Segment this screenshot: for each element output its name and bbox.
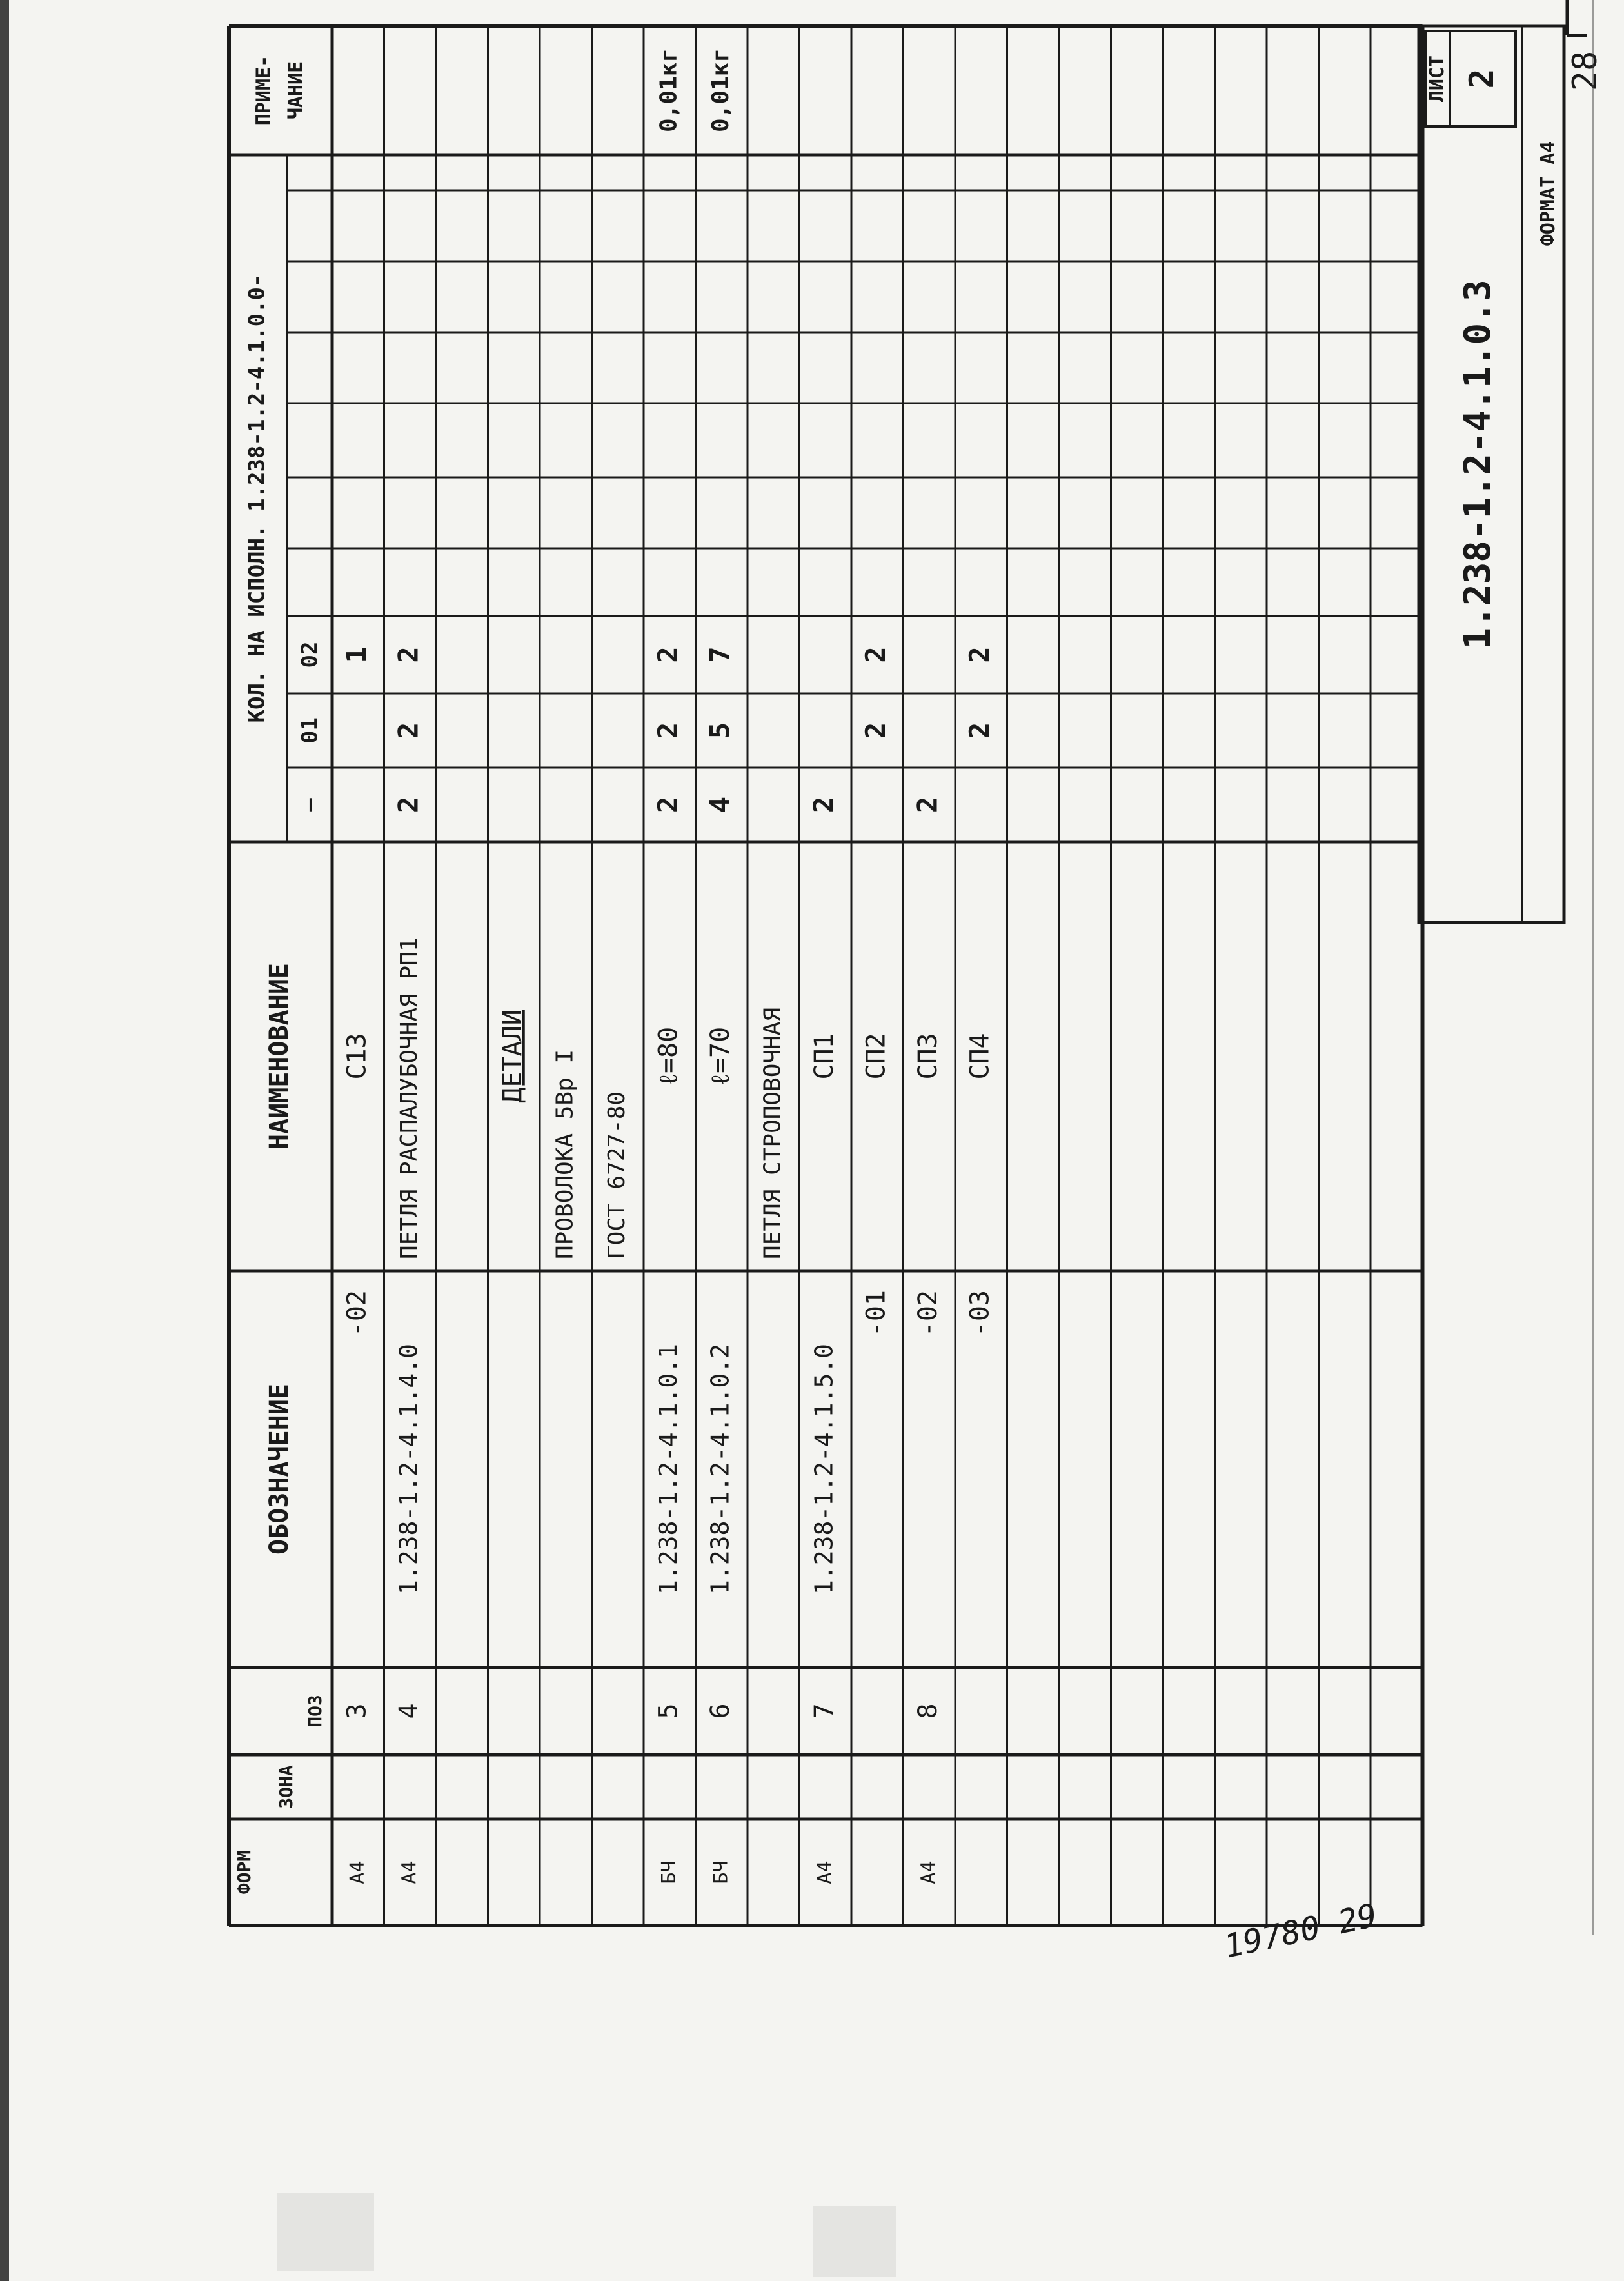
cell-name: ПРОВОЛОКА 5Вр I — [551, 1049, 579, 1259]
corner-mark: 28 — [1566, 50, 1605, 92]
header-name: НАИМЕНОВАНИЕ — [264, 963, 294, 1150]
cell-designation: 1.238-1.2-4.1.0.1 — [653, 1344, 682, 1595]
cell-qty: 1 — [340, 646, 372, 663]
header-qty-column: 02 — [297, 641, 323, 668]
header-qty-column: – — [297, 798, 323, 812]
cell-pos: 5 — [653, 1703, 684, 1719]
header-note: ЧАНИЕ — [284, 61, 308, 120]
sheet-label: ЛИСТ — [1426, 55, 1449, 103]
cell-designation: -03 — [965, 1290, 995, 1337]
table-text — [233, 48, 995, 1894]
cell-designation: -01 — [861, 1290, 891, 1337]
cell-name: СП3 — [913, 1033, 943, 1080]
cell-name: ДЕТАЛИ — [497, 1010, 528, 1103]
cell-designation: 1.238-1.2-4.1.4.0 — [394, 1344, 423, 1595]
header-note: ПРИМЕ- — [252, 55, 275, 126]
cell-qty: 2 — [963, 722, 995, 739]
cell-form: БЧ — [657, 1860, 680, 1884]
cell-name: С13 — [342, 1033, 372, 1080]
cell-qty: 2 — [392, 646, 424, 663]
sheet-number: 2 — [1463, 68, 1501, 89]
cell-name: ПЕТЛЯ РАСПАЛУБОЧНАЯ РП1 — [395, 937, 422, 1259]
cell-qty: 2 — [911, 796, 944, 813]
cell-qty: 2 — [963, 646, 995, 663]
handwritten-archive-number: 19780 29 — [1220, 1896, 1381, 1966]
cell-designation: -02 — [342, 1290, 372, 1337]
cell-designation: -02 — [913, 1290, 943, 1337]
cell-qty: 5 — [704, 722, 736, 739]
cell-name: СП2 — [861, 1033, 891, 1080]
format-label: ФОРМАТ А4 — [1537, 141, 1560, 246]
cell-qty: 2 — [651, 722, 684, 739]
cell-qty: 2 — [392, 722, 424, 739]
header-zone: ЗОНА — [275, 1765, 297, 1809]
cell-qty: 2 — [859, 722, 891, 739]
cell-name: ГОСТ 6727-80 — [603, 1091, 630, 1259]
cell-form: А4 — [917, 1860, 940, 1884]
cell-pos: 8 — [913, 1703, 943, 1719]
cell-name: ℓ=70 — [705, 1026, 735, 1086]
cell-name: СП1 — [809, 1033, 839, 1080]
header-pos: ПОЗ — [304, 1695, 326, 1728]
cell-note: 0,01кг — [655, 48, 682, 133]
cell-note: 0,01кг — [707, 48, 734, 133]
cell-designation: 1.238-1.2-4.1.5.0 — [809, 1344, 838, 1595]
header-designation: ОБОЗНАЧЕНИЕ — [264, 1384, 294, 1555]
cell-form: А4 — [813, 1860, 837, 1884]
cell-designation: 1.238-1.2-4.1.0.2 — [706, 1344, 735, 1595]
sheet-code: 1.238-1.2-4.1.0.3 — [1457, 279, 1499, 650]
cell-name: ПЕТЛЯ СТРОПОВОЧНАЯ — [759, 1007, 786, 1259]
cell-pos: 3 — [342, 1703, 372, 1719]
cell-form: А4 — [398, 1860, 421, 1884]
cell-name: СП4 — [965, 1033, 995, 1080]
cell-qty: 2 — [651, 646, 684, 663]
cell-qty: 2 — [651, 796, 684, 813]
cell-qty: 2 — [859, 646, 891, 663]
cell-pos: 6 — [705, 1703, 735, 1719]
cell-pos: 7 — [809, 1703, 839, 1719]
cell-form: БЧ — [709, 1860, 733, 1884]
cell-form: А4 — [346, 1860, 369, 1884]
cell-qty: 7 — [704, 646, 736, 663]
header-form: ФОРМ — [233, 1850, 255, 1895]
title-block — [1419, 26, 1605, 922]
cell-qty: 2 — [807, 796, 840, 813]
cell-pos: 4 — [393, 1703, 424, 1719]
cell-name: ℓ=80 — [653, 1026, 684, 1086]
cell-qty: 4 — [704, 796, 736, 813]
header-qty-group: КОЛ. НА ИСПОЛН. 1.238-1.2-4.1.0.0- — [244, 274, 270, 723]
cell-qty: 2 — [392, 796, 424, 813]
header-qty-column: 01 — [297, 717, 323, 744]
